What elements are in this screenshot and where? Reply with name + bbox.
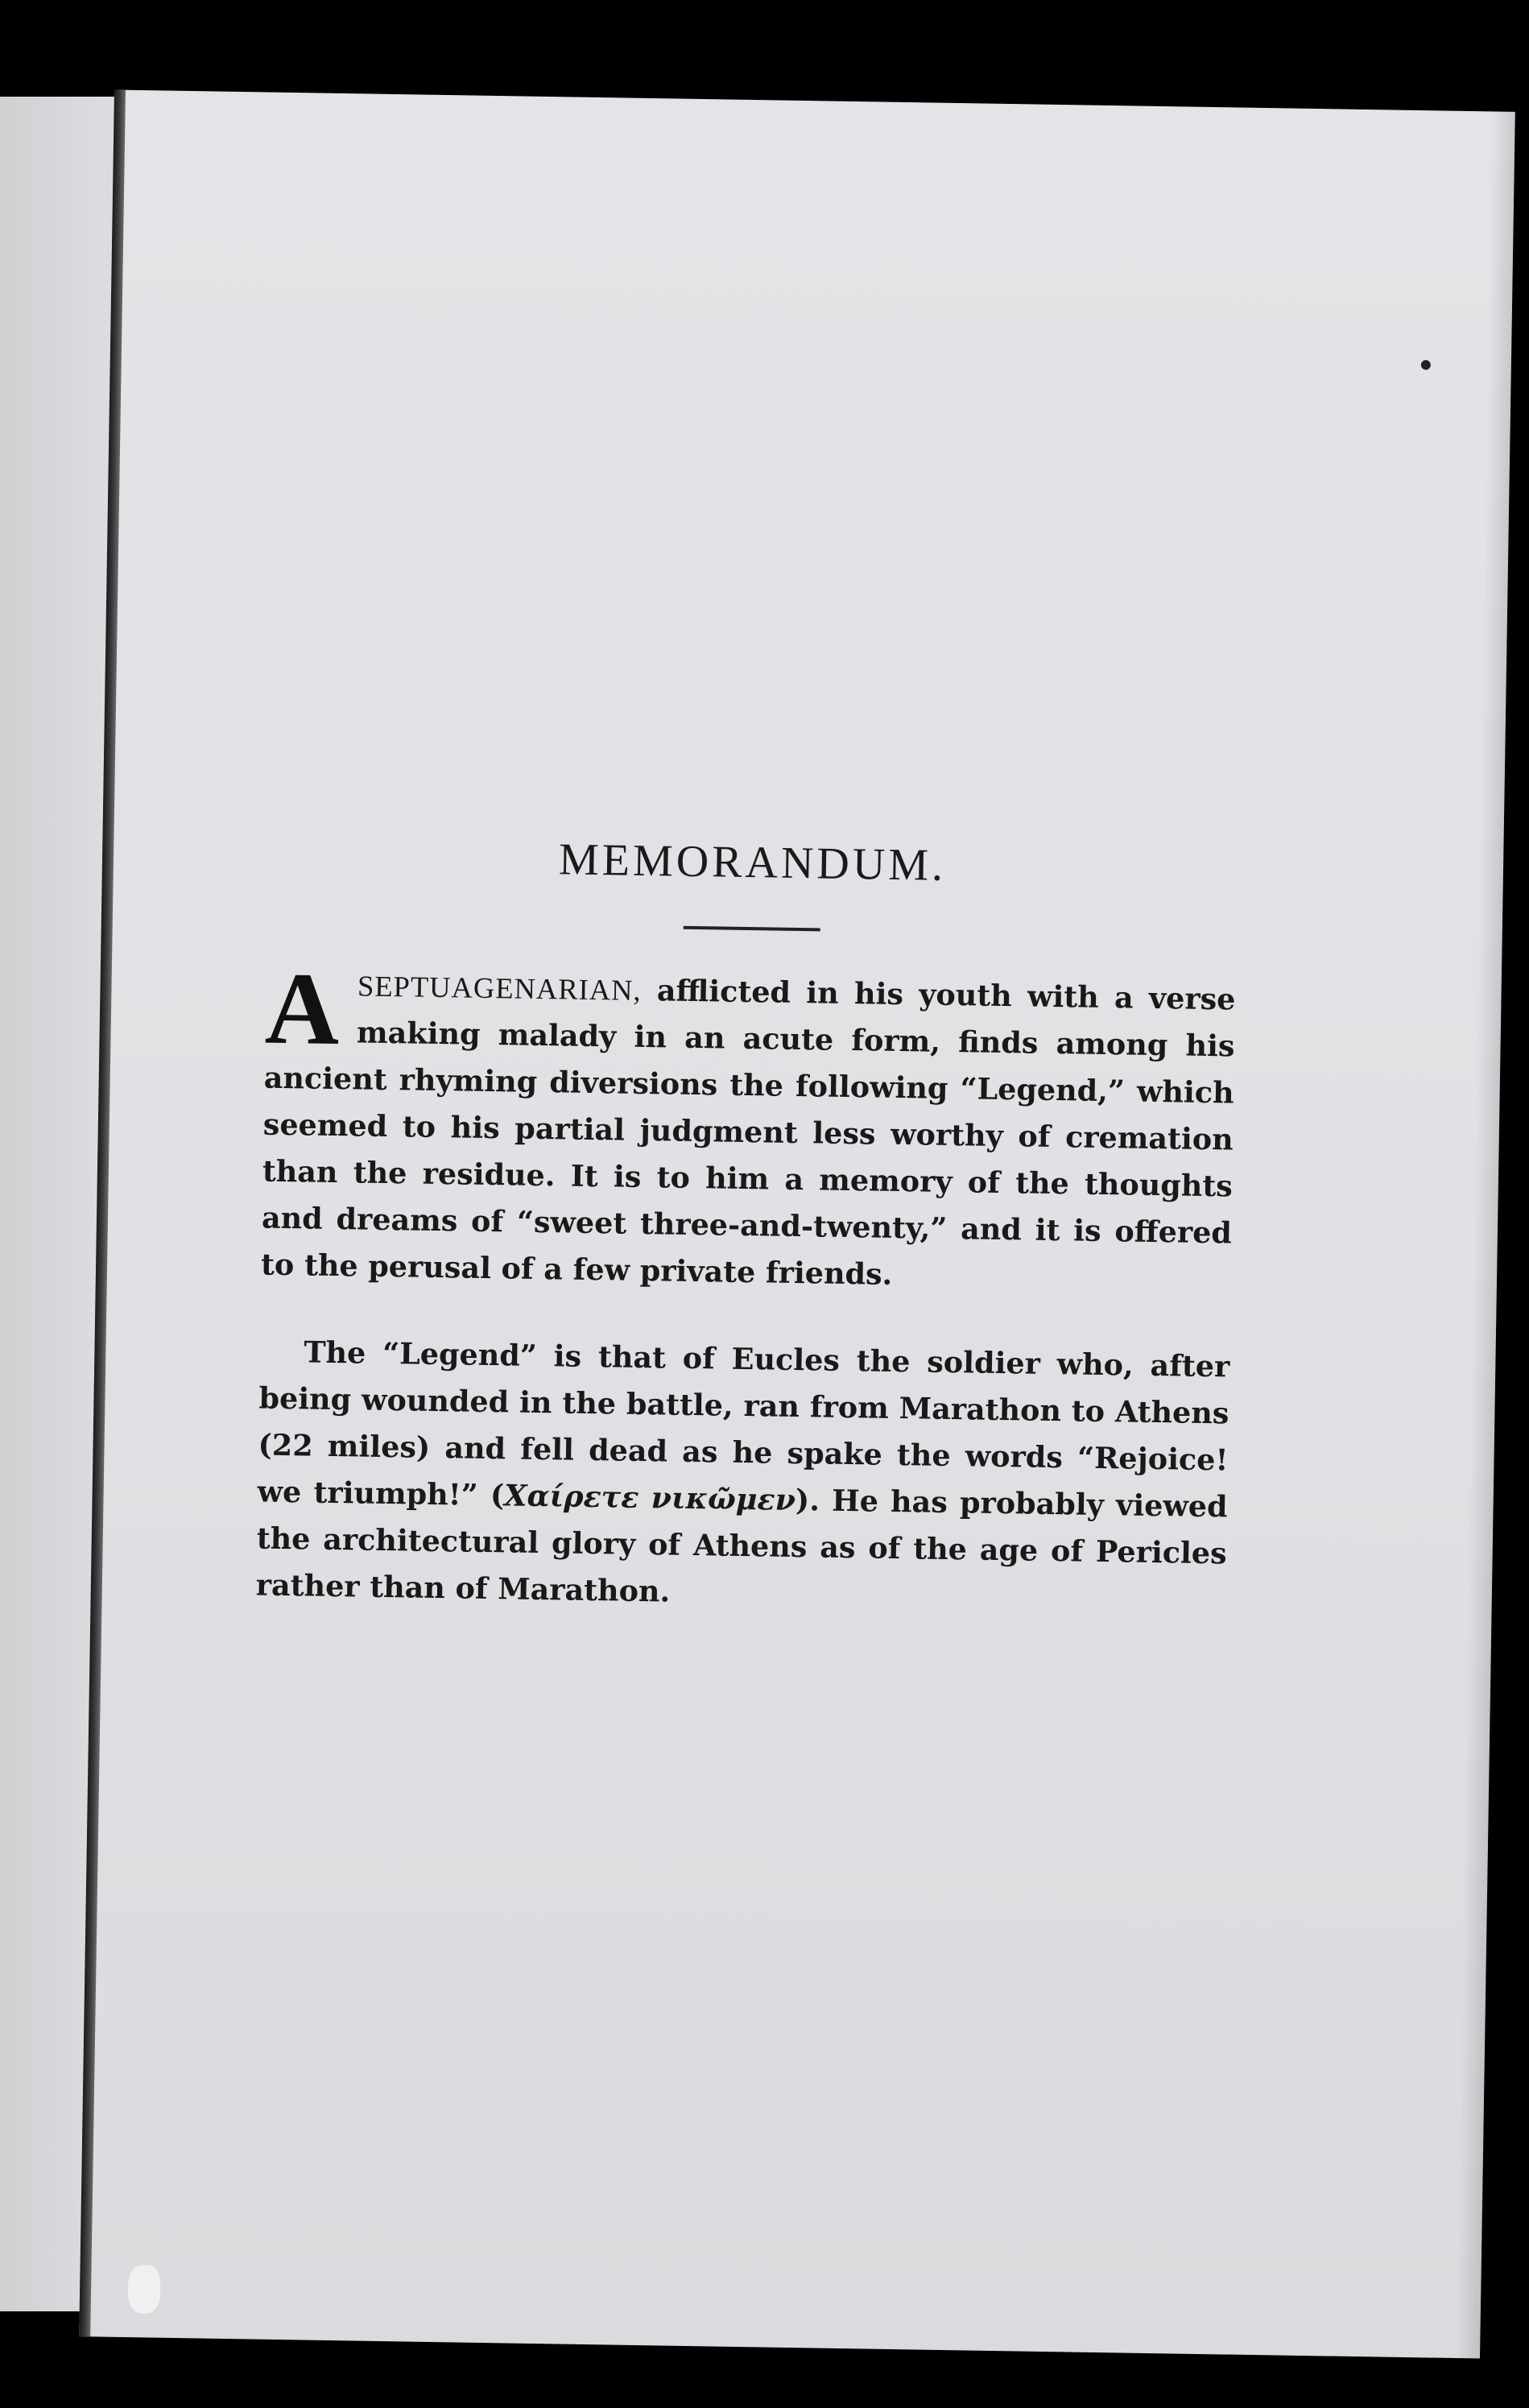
ink-spot bbox=[1421, 360, 1431, 370]
paragraph-1-text: afflicted in his youth with a verse making malady in an acute form, finds among his ancient rhyming diversions the following “Legend,” which seemed to his partial judgment less worthy of cremation than the residue. It is to him a memory of the thoughts and dreams of “sweet three-and-twenty,” and it is offered to the perusal of a few private friends. bbox=[260, 972, 1236, 1292]
book-page bbox=[79, 90, 1515, 2359]
paragraph-1 bbox=[260, 950, 1236, 1304]
paragraph-lead-word: SEPTUAGENARIAN, bbox=[357, 969, 642, 1007]
memorandum-content bbox=[255, 830, 1238, 1624]
drop-cap: A bbox=[264, 950, 341, 1067]
paper-tear bbox=[128, 2265, 161, 2314]
paragraph-2-text-end: ). He has probably viewed the architectural glory of Athens as of the age of Pericles rather than of Marathon. bbox=[255, 1483, 1228, 1609]
page-title: MEMORANDUM. bbox=[558, 834, 947, 891]
paragraph-2 bbox=[255, 1329, 1229, 1624]
paragraph-2-text-start: The “Legend” is that of Eucles the soldier who, after being wounded in the battle, ran from Marathon to Athens (22 miles) and fell dead as he spake the words “Rejoice! we triumph!” ( bbox=[257, 1334, 1230, 1513]
page-edge-shadow bbox=[1456, 111, 1515, 2358]
greek-phrase: Χαίρετε νικῶμεν bbox=[503, 1478, 796, 1518]
title-rule-divider bbox=[683, 926, 820, 932]
